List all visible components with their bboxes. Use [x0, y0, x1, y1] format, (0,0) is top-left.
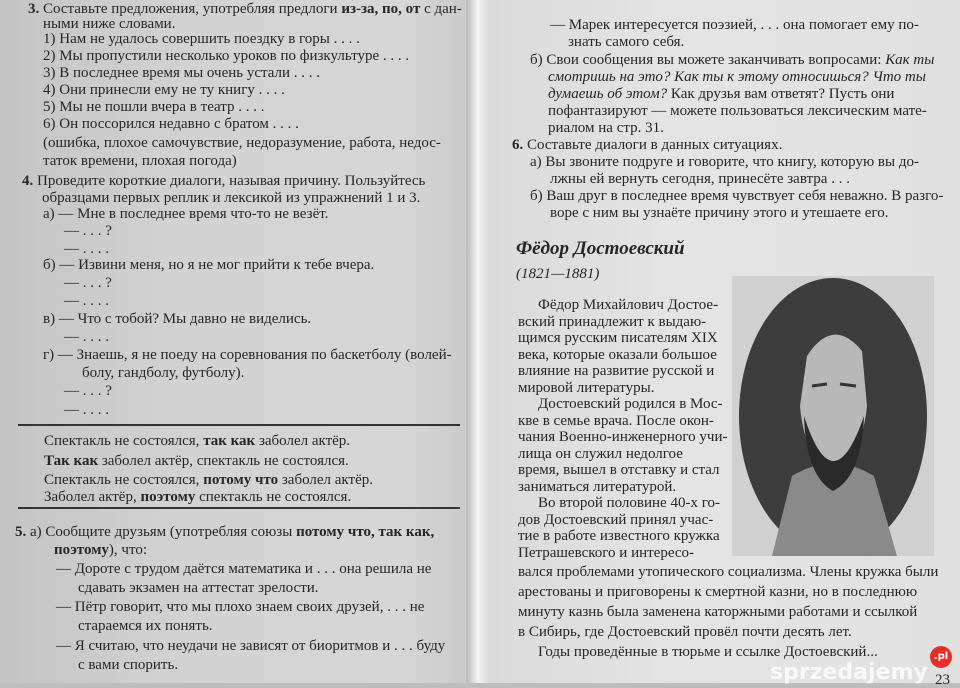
- biography-line: заниматься литературой.: [518, 478, 677, 495]
- biography-line: вался проблемами утопического социализма. Члены кружка были: [518, 564, 939, 580]
- exercise-5b-cont: риалом на стр. 31.: [548, 120, 664, 136]
- exercise-6-heading: 6. Составьте диалоги в данных ситуациях.: [512, 137, 783, 153]
- biography-line: Петрашевского и интересо-: [518, 544, 695, 561]
- list-item: а) Вы звоните подруге и говорите, что книгу, которую вы до-: [530, 154, 919, 170]
- hint-text: таток времени, плохая погода): [43, 153, 237, 169]
- example-line: Так как заболел актёр, спектакль не состоялся.: [44, 453, 349, 469]
- biography-line: тие в работе известного кружка: [518, 528, 720, 544]
- biography-line: минуту казнь была заменена каторжными работами и ссылкой: [518, 604, 918, 620]
- biography-line: дов Достоевский принял учас-: [518, 511, 714, 528]
- exercise-3-heading: 3. Составьте предложения, употребляя предлоги из-за, по, от с дан-: [28, 1, 462, 17]
- list-item: — Я считаю, что неудачи не зависят от биоритмов и . . . буду: [56, 638, 446, 654]
- exercise-5b-cont: смотришь на это? Как ты к этому относишься? Что ты: [548, 69, 926, 85]
- list-item-cont: воре с ним вы узнаёте причину этого и утешаете его.: [550, 205, 889, 221]
- biography-line: арестованы и приговорены к смертной казни, но в последнюю: [518, 584, 918, 600]
- list-item: — Марек интересуется поэзией, . . . она помогает ему по-: [550, 17, 919, 33]
- watermark: sprzedajemy: [770, 660, 928, 685]
- divider: [18, 507, 460, 509]
- dialogue-blank: — . . . ?: [64, 275, 112, 291]
- list-item-cont: с вами спорить.: [78, 657, 179, 673]
- biography-line: мировой литературы.: [518, 379, 655, 396]
- page-number: 23: [935, 672, 950, 688]
- section-title: Фёдор Достоевский: [516, 238, 685, 259]
- example-line: Спектакль не состоялся, так как заболел актёр.: [44, 433, 351, 449]
- list-item: 2) Мы пропустили несколько уроков по физкультуре . . . .: [43, 48, 410, 64]
- list-item: 3) В последнее время мы очень устали . . . .: [43, 65, 321, 81]
- portrait-image: [732, 276, 934, 556]
- portrait-photo: [732, 276, 934, 556]
- biography-line: чания Военно-инженерного учи-: [518, 429, 728, 445]
- exercise-5-heading: 5. а) Сообщите друзьям (употребляя союзы потому что, так как,: [15, 524, 435, 540]
- list-item-cont: лжны ей вернуть сегодня, принесёте завтра . . .: [550, 171, 850, 187]
- exercise-5b-cont: думаешь об этом? Как друзья вам ответят? Пусть они: [548, 86, 895, 102]
- list-item: 5) Мы не пошли вчера в театр . . . .: [43, 99, 265, 115]
- divider: [18, 424, 460, 426]
- book-gutter: [466, 0, 488, 683]
- exercise-3-heading-cont: ными ниже словами.: [43, 16, 176, 32]
- biography-line: время, вышел в отставку и стал: [518, 462, 720, 478]
- dialogue-blank: — . . . ?: [64, 223, 112, 239]
- example-line: Спектакль не состоялся, потому что заболел актёр.: [44, 472, 373, 488]
- left-page: [0, 0, 472, 683]
- list-item: 6) Он поссорился недавно с братом . . . .: [43, 116, 299, 132]
- list-item-cont: знать самого себя.: [568, 34, 685, 50]
- example-line: Заболел актёр, поэтому спектакль не состоялся.: [44, 489, 352, 505]
- exercise-4-heading-cont: образцами первых реплик и лексикой из упражнений 1 и 3.: [42, 190, 421, 206]
- section-years: (1821—1881): [516, 266, 600, 282]
- list-item: — Дороте с трудом даётся математика и . . . она решила не: [56, 561, 432, 577]
- biography-line: кве в семье врача. После окон-: [518, 412, 714, 429]
- exercise-5b-cont: пофантазируют — можете пользоваться лексическим мате-: [548, 103, 927, 119]
- biography-line: века, которые оказали большое: [518, 346, 717, 363]
- list-item: — Пётр говорит, что мы плохо знаем своих друзей, . . . не: [56, 599, 425, 615]
- dialogue-blank: — . . . .: [64, 402, 109, 418]
- hint-text: (ошибка, плохое самочувствие, недоразумение, работа, недос-: [43, 135, 441, 151]
- list-item-cont: стараемся их понять.: [78, 618, 213, 634]
- exercise-5b: б) Свои сообщения вы можете заканчивать вопросами: Как ты: [530, 52, 935, 68]
- dialogue-line: г) — Знаешь, я не поеду на соревнования по баскетболу (волей-: [43, 347, 452, 363]
- exercise-5-heading-cont: поэтому), что:: [54, 542, 147, 558]
- biography-line: лища он служил недолгое: [518, 445, 683, 462]
- watermark-badge: .pl: [930, 646, 952, 668]
- list-item: 1) Нам не удалось совершить поездку в горы . . . .: [43, 31, 360, 47]
- exercise-4-heading: 4. Проведите короткие диалоги, называя причину. Пользуйтесь: [22, 173, 426, 189]
- dialogue-blank: — . . . .: [64, 329, 109, 345]
- dialogue-line: в) — Что с тобой? Мы давно не виделись.: [43, 311, 312, 327]
- biography-line: Фёдор Михайлович Достое-: [538, 297, 719, 313]
- dialogue-line: б) — Извини меня, но я не мог прийти к тебе вчера.: [43, 257, 375, 273]
- biography-line: вский принадлежит к выдаю-: [518, 313, 707, 330]
- dialogue-blank: — . . . .: [64, 241, 109, 257]
- biography-line: в Сибирь, где Достоевский провёл почти десять лет.: [518, 624, 852, 640]
- list-item: 4) Они принесли ему не ту книгу . . . .: [43, 82, 285, 98]
- list-item: б) Ваш друг в последнее время чувствует себя неважно. В разго-: [530, 188, 944, 204]
- biography-line: Достоевский родился в Мос-: [538, 396, 723, 412]
- dialogue-line: а) — Мне в последнее время что-то не везёт.: [43, 206, 329, 222]
- dialogue-blank: — . . . ?: [64, 383, 112, 399]
- biography-line: влияние на развитие русской и: [518, 363, 715, 379]
- biography-line: щимся русским писателям XIX: [518, 330, 718, 346]
- biography-line: Во второй половине 40-х го-: [538, 495, 720, 511]
- dialogue-blank: — . . . .: [64, 293, 109, 309]
- dialogue-line-cont: болу, гандболу, футболу).: [82, 365, 245, 381]
- biography-line: Годы проведённые в тюрьме и ссылке Достоевский...: [538, 644, 878, 660]
- list-item-cont: сдавать экзамен на аттестат зрелости.: [78, 580, 319, 596]
